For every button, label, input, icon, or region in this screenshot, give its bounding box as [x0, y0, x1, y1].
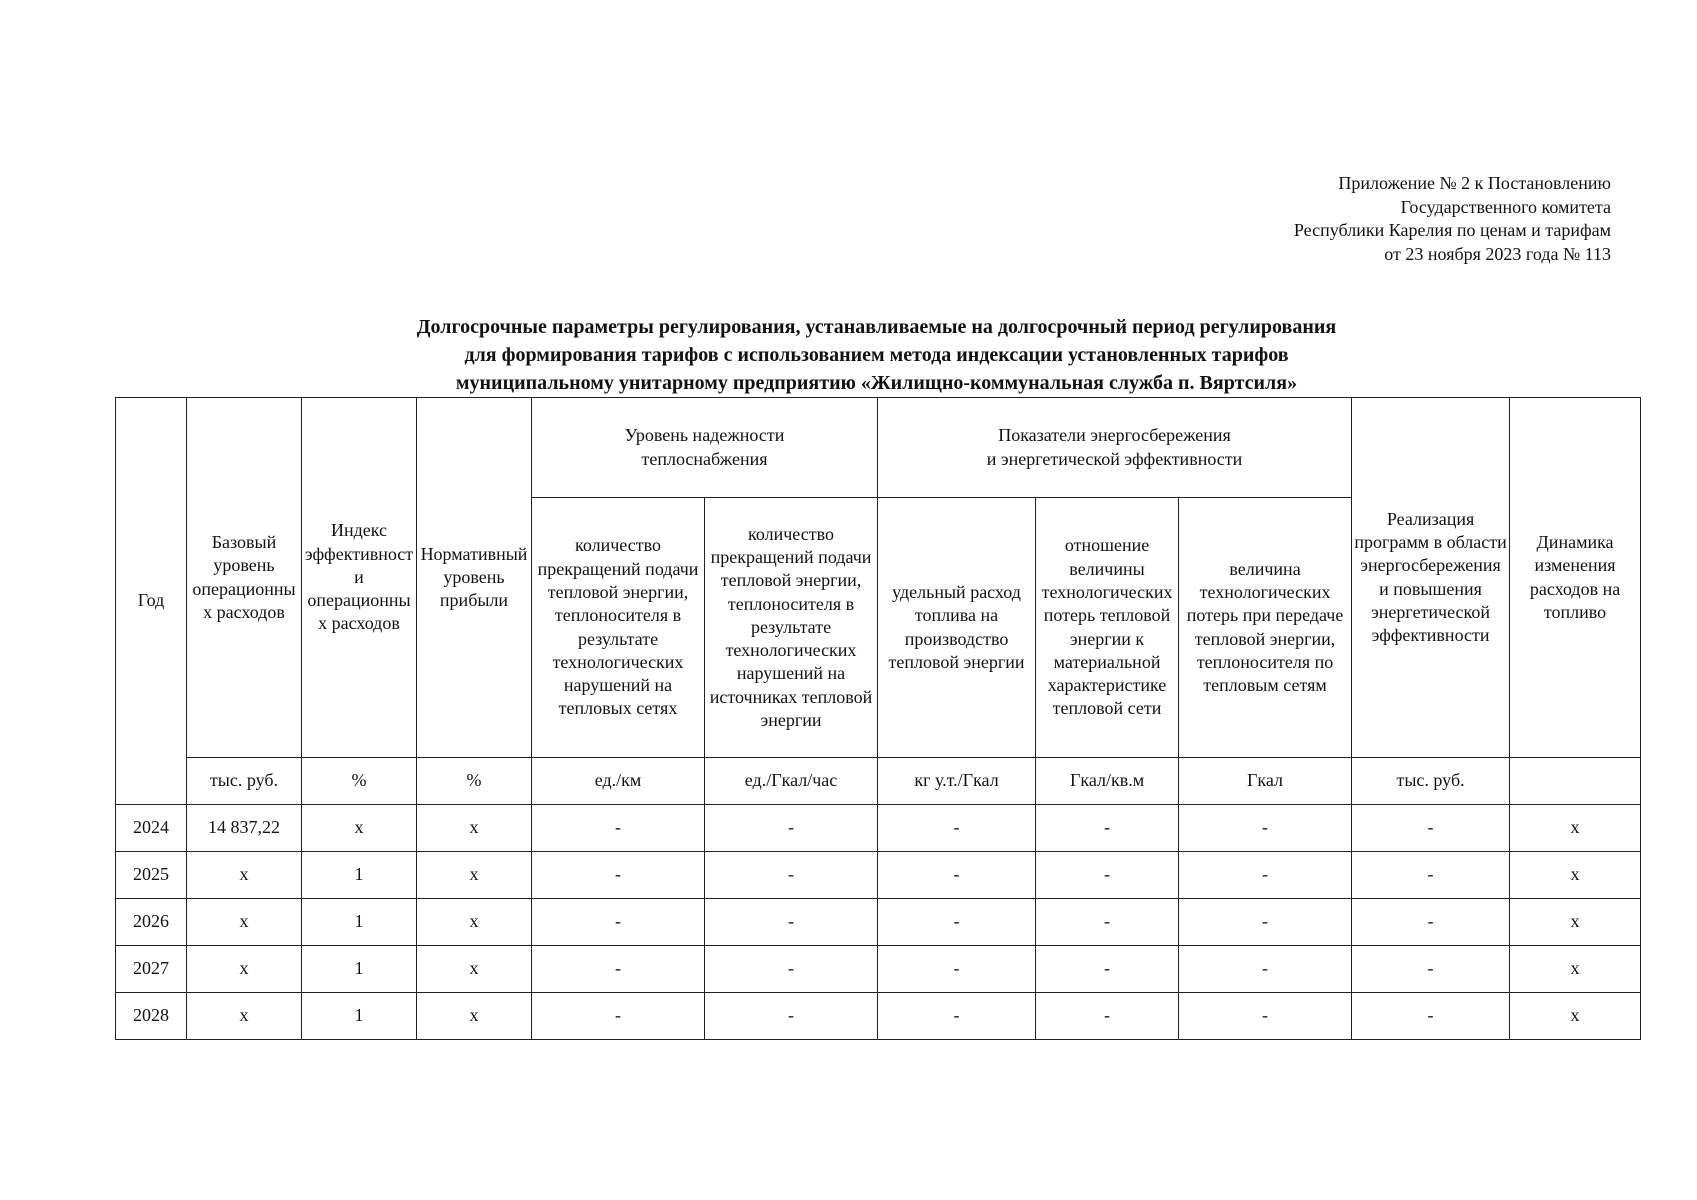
table-row [116, 993, 1641, 1040]
appendix-line: от 23 ноября 2023 года № 113 [1384, 243, 1611, 264]
table-cell: - [705, 852, 878, 899]
table-cell: - [878, 852, 1036, 899]
table-cell: - [1352, 899, 1510, 946]
header-row-units [116, 758, 1641, 805]
appendix-line: Республики Карелия по ценам и тарифам [1293, 220, 1611, 240]
table-cell: - [705, 805, 878, 852]
row-year-cell: 2028 [116, 993, 187, 1040]
table-cell: 14 837,22 [187, 805, 302, 852]
table-cell: х [187, 946, 302, 993]
table-cell: - [1036, 993, 1179, 1040]
unit-cell [1510, 758, 1641, 805]
table-cell: 1 [302, 946, 417, 993]
header-outages-sources: количество прекращений подачи тепловой энергии, теплоносителя в результате технологических нарушений на источниках тепловой энергии [705, 498, 878, 758]
table-row [116, 946, 1641, 993]
table-cell: 1 [302, 852, 417, 899]
header-efficiency-index: Индекс эффективности операционных расходов [302, 398, 417, 758]
table-cell: - [705, 993, 878, 1040]
table-cell: - [532, 805, 705, 852]
table-cell: х [417, 946, 532, 993]
row-year-cell: 2026 [116, 899, 187, 946]
unit-cell: тыс. руб. [1352, 758, 1510, 805]
table-cell: х [1510, 852, 1641, 899]
table-cell: х [187, 852, 302, 899]
table-cell: - [1036, 852, 1179, 899]
table-cell: - [1179, 899, 1352, 946]
table-cell: - [1179, 946, 1352, 993]
table-cell: - [1352, 946, 1510, 993]
unit-cell: Гкал [1179, 758, 1352, 805]
header-fuel-dynamics: Динамика изменения расходов на топливо [1510, 398, 1641, 758]
table-row [116, 852, 1641, 899]
header-energy-group: Показатели энергосбережения и энергетической эффективности [878, 398, 1352, 498]
table-cell: х [1510, 805, 1641, 852]
table-cell: - [878, 805, 1036, 852]
table-cell: х [1510, 993, 1641, 1040]
title-line: для формирования тарифов с использованием метода индексации установленных тарифов [464, 344, 1289, 366]
table-cell: - [532, 993, 705, 1040]
table-cell: - [1179, 852, 1352, 899]
table-cell: - [705, 946, 878, 993]
table-cell: - [705, 899, 878, 946]
table-cell: х [187, 993, 302, 1040]
unit-cell: ед./Гкал/час [705, 758, 878, 805]
table-body [116, 805, 1641, 1040]
unit-cell: тыс. руб. [187, 758, 302, 805]
table-cell: х [417, 852, 532, 899]
table-cell: - [1036, 899, 1179, 946]
unit-cell: кг у.т./Гкал [878, 758, 1036, 805]
appendix-note [1294, 172, 1611, 266]
table-cell: - [532, 899, 705, 946]
table-cell: х [1510, 899, 1641, 946]
unit-cell: Гкал/кв.м [1036, 758, 1179, 805]
header-reliability-group: Уровень надежности теплоснабжения [532, 398, 878, 498]
row-year-cell: 2024 [116, 805, 187, 852]
unit-cell: % [417, 758, 532, 805]
header-base-opex: Базовый уровень операционных расходов [187, 398, 302, 758]
parameters-table [115, 397, 1641, 1040]
table-row [116, 805, 1641, 852]
table-cell: - [878, 993, 1036, 1040]
header-outages-networks: количество прекращений подачи тепловой энергии, теплоносителя в результате технологических нарушений на тепловых сетях [532, 498, 705, 758]
appendix-line: Приложение № 2 к Постановлению [1338, 173, 1611, 193]
table-cell: - [1179, 993, 1352, 1040]
table-cell: 1 [302, 899, 417, 946]
document-title [0, 313, 1697, 397]
table-cell: - [1352, 993, 1510, 1040]
table-cell: х [1510, 946, 1641, 993]
table-cell: - [1036, 946, 1179, 993]
table-row [116, 899, 1641, 946]
header-normative-profit: Нормативный уровень прибыли [417, 398, 532, 758]
table-cell: х [417, 993, 532, 1040]
table-cell: - [1352, 805, 1510, 852]
table-cell: - [1179, 805, 1352, 852]
table-cell: - [532, 946, 705, 993]
header-year: Год [116, 398, 187, 805]
row-year-cell: 2027 [116, 946, 187, 993]
table-cell: х [302, 805, 417, 852]
table-cell: 1 [302, 993, 417, 1040]
table-cell: - [532, 852, 705, 899]
unit-cell: % [302, 758, 417, 805]
table-cell: х [417, 805, 532, 852]
header-loss-ratio: отношение величины технологических потерь тепловой энергии к материальной характеристике тепловой сети [1036, 498, 1179, 758]
table-cell: - [1352, 852, 1510, 899]
unit-cell: ед./км [532, 758, 705, 805]
appendix-line: Государственного комитета [1400, 196, 1611, 217]
title-line: Долгосрочные параметры регулирования, устанавливаемые на долгосрочный период регулирования [416, 316, 1337, 338]
table-cell: х [417, 899, 532, 946]
title-line: муниципальному унитарному предприятию «Жилищно-коммунальная служба п. Вяртсиля» [455, 372, 1298, 394]
table-cell: х [187, 899, 302, 946]
row-year-cell: 2025 [116, 852, 187, 899]
table-cell: - [1036, 805, 1179, 852]
table-cell: - [878, 899, 1036, 946]
header-programs: Реализация программ в области энергосбережения и повышения энергетической эффективности [1352, 398, 1510, 758]
table-cell: - [878, 946, 1036, 993]
header-losses-transfer: величина технологических потерь при передаче тепловой энергии, теплоносителя по тепловым сетям [1179, 498, 1352, 758]
header-fuel-rate: удельный расход топлива на производство тепловой энергии [878, 498, 1036, 758]
header-row-groups [116, 398, 1641, 498]
